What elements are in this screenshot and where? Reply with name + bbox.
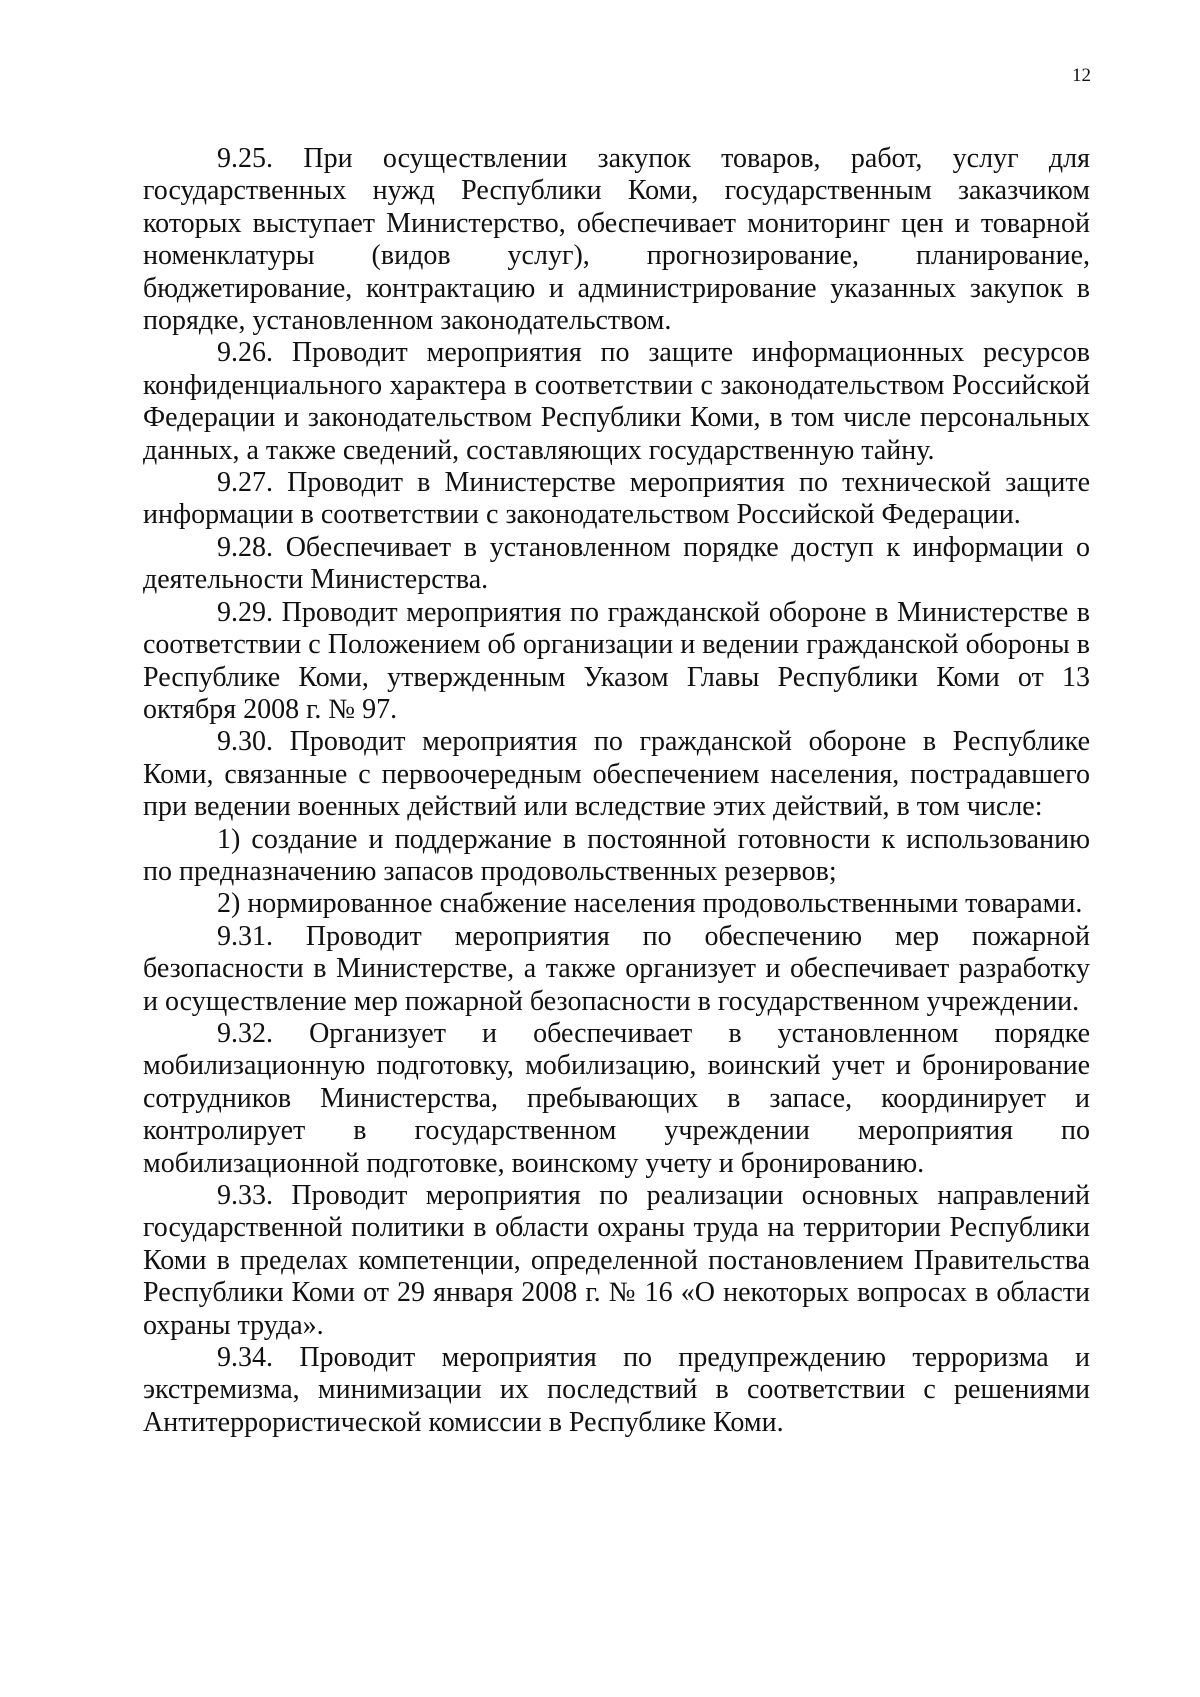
paragraph-9-27: 9.27. Проводит в Министерстве мероприятия по технической защите информации в соответствии с законодательством Российской Федерации. (143, 467, 1090, 531)
paragraph-9-25: 9.25. При осуществлении закупок товаров, работ, услуг для государственных нужд Республики Коми, государственным заказчиком которых выступает Министерство, обеспечивает мониторинг цен и товарной номенклатуры (видов услуг), прогнозирование, планирование, бюджетирование, контрактацию и администрирование указанных закупок в порядке, установленном законодательством. (143, 143, 1090, 337)
list-item-1: 1) создание и поддержание в постоянной готовности к использованию по предназначению запасов продовольственных резервов; (143, 823, 1090, 887)
page-number: 12 (1072, 65, 1091, 86)
paragraph-9-29: 9.29. Проводит мероприятия по гражданской обороне в Министерстве в соответствии с Положением об организации и ведении гражданской обороны в Республике Коми, утвержденным Указом Главы Республики Коми от 13 октября 2008 г. № 97. (143, 596, 1090, 725)
paragraph-9-33: 9.33. Проводит мероприятия по реализации основных направлений государственной политики в области охраны труда на территории Республики Коми в пределах компетенции, определенной постановлением Правительства Республики Коми от 29 января 2008 г. № 16 «О некоторых вопросах в области охраны труда». (143, 1180, 1090, 1341)
paragraph-9-28: 9.28. Обеспечивает в установленном порядке доступ к информации о деятельности Министерства. (143, 531, 1090, 596)
list-item-2: 2) нормированное снабжение населения продовольственными товарами. (217, 888, 1083, 920)
paragraph-9-32: 9.32. Организует и обеспечивает в установленном порядке мобилизационную подготовку, мобилизацию, воинский учет и бронирование сотрудников Министерства, пребывающих в запасе, координирует и контролирует в государственном учреждении мероприятия по мобилизационной подготовке, воинскому учету и бронированию. (143, 1017, 1090, 1179)
paragraph-9-26: 9.26. Проводит мероприятия по защите информационных ресурсов конфиденциального характера в соответствии с законодательством Российской Федерации и законодательством Республики Коми, в том числе персональных данных, а также сведений, составляющих государственную тайну. (143, 337, 1090, 466)
paragraph-9-31: 9.31. Проводит мероприятия по обеспечению мер пожарной безопасности в Министерстве, а также организует и обеспечивает разработку и осуществление мер пожарной безопасности в государственном учреждении. (143, 920, 1090, 1017)
paragraph-9-30: 9.30. Проводит мероприятия по гражданской обороне в Республике Коми, связанные с первоочередным обеспечением населения, пострадавшего при ведении военных действий или вследствие этих действий, в том числе: (143, 726, 1090, 823)
paragraph-9-34: 9.34. Проводит мероприятия по предупреждению терроризма и экстремизма, минимизации их последствий в соответствии с решениями Антитеррористической комиссии в Республике Коми. (143, 1342, 1090, 1438)
document-body (143, 143, 1090, 1439)
